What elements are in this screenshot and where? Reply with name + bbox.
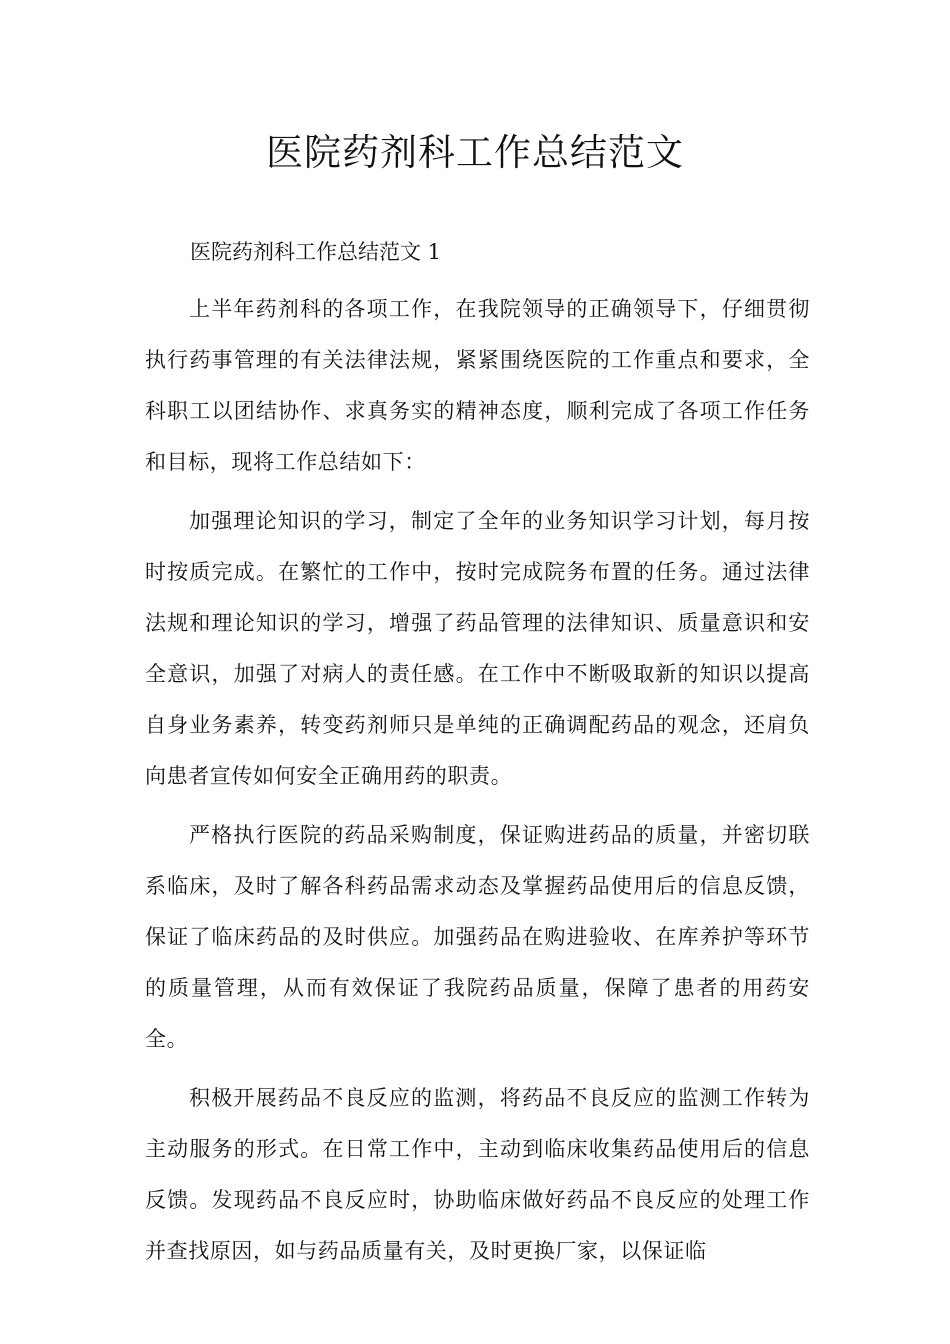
paragraph-procurement: 严格执行医院的药品采购制度，保证购进药品的质量，并密切联系临床，及时了解各科药品需求动态及掌握药品使用后的信息反馈，保证了临床药品的及时供应。加强药品在购进验收、在库养护等环节的质量管理，从而有效保证了我院药品质量，保障了患者的用药安全。: [145, 823, 810, 1051]
document-title: 医院药剂科工作总结范文: [266, 131, 684, 174]
section-heading: 医院药剂科工作总结范文 1: [190, 240, 442, 264]
paragraph-adverse-reaction: 积极开展药品不良反应的监测，将药品不良反应的监测工作转为主动服务的形式。在日常工作中，主动到临床收集药品使用后的信息反馈。发现药品不良反应时，协助临床做好药品不良反应的处理工作并查找原因，如与药品质量有关，及时更换厂家，以保证临: [145, 1086, 810, 1263]
paragraph-theory-study: 加强理论知识的学习，制定了全年的业务知识学习计划，每月按时按质完成。在繁忙的工作中，按时完成院务布置的任务。通过法律法规和理论知识的学习，增强了药品管理的法律知识、质量意识和安全意识，加强了对病人的责任感。在工作中不断吸取新的知识以提高自身业务素养，转变药剂师只是单纯的正确调配药品的观念，还肩负向患者宣传如何安全正确用药的职责。: [145, 509, 810, 788]
paragraph-intro: 上半年药剂科的各项工作，在我院领导的正确领导下，仔细贯彻执行药事管理的有关法律法规，紧紧围绕医院的工作重点和要求，全科职工以团结协作、求真务实的精神态度，顺利完成了各项工作任务和目标，现将工作总结如下：: [145, 297, 810, 474]
document-body: [145, 284, 810, 1285]
